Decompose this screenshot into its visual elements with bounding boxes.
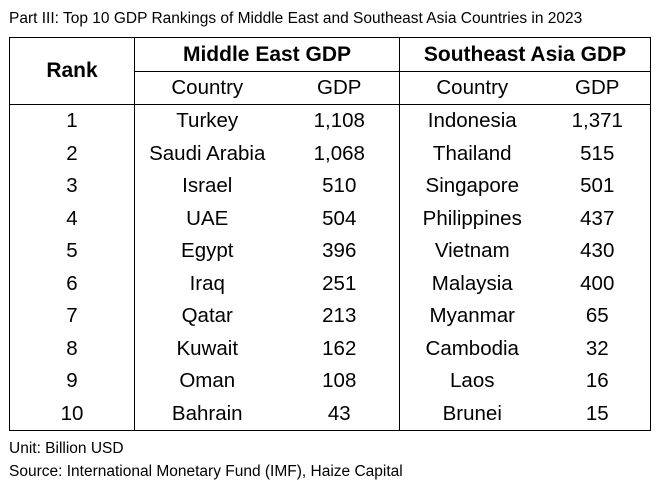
table-row bbox=[10, 235, 651, 268]
sea-gdp-cell: 15 bbox=[545, 398, 651, 431]
middle-east-header: Middle East GDP bbox=[135, 38, 400, 72]
me-country-cell: Egypt bbox=[135, 235, 280, 268]
rank-cell: 8 bbox=[10, 333, 135, 366]
sea-country-cell: Singapore bbox=[400, 170, 545, 203]
sea-gdp-cell: 430 bbox=[545, 235, 651, 268]
southeast-asia-header: Southeast Asia GDP bbox=[400, 38, 651, 72]
rank-cell: 9 bbox=[10, 365, 135, 398]
me-gdp-cell: 1,068 bbox=[280, 138, 400, 171]
rank-cell: 7 bbox=[10, 300, 135, 333]
rank-header: Rank bbox=[10, 38, 135, 105]
sea-country-cell: Myanmar bbox=[400, 300, 545, 333]
table-row bbox=[10, 300, 651, 333]
table-row bbox=[10, 333, 651, 366]
me-gdp-cell: 1,108 bbox=[280, 105, 400, 138]
me-gdp-cell: 108 bbox=[280, 365, 400, 398]
me-country-cell: Kuwait bbox=[135, 333, 280, 366]
me-country-cell: Israel bbox=[135, 170, 280, 203]
me-gdp-cell: 43 bbox=[280, 398, 400, 431]
sea-country-cell: Indonesia bbox=[400, 105, 545, 138]
me-country-header: Country bbox=[135, 72, 280, 105]
sea-country-header: Country bbox=[400, 72, 545, 105]
rank-cell: 6 bbox=[10, 268, 135, 301]
sea-gdp-cell: 1,371 bbox=[545, 105, 651, 138]
me-gdp-cell: 504 bbox=[280, 203, 400, 236]
me-gdp-cell: 510 bbox=[280, 170, 400, 203]
me-gdp-cell: 396 bbox=[280, 235, 400, 268]
sea-gdp-cell: 437 bbox=[545, 203, 651, 236]
rank-cell: 4 bbox=[10, 203, 135, 236]
rank-cell: 3 bbox=[10, 170, 135, 203]
sea-gdp-cell: 501 bbox=[545, 170, 651, 203]
table-title: Part III: Top 10 GDP Rankings of Middle East and Southeast Asia Countries in 2023 bbox=[9, 10, 583, 27]
sea-gdp-cell: 400 bbox=[545, 268, 651, 301]
table-row bbox=[10, 138, 651, 171]
sea-gdp-cell: 65 bbox=[545, 300, 651, 333]
table-row bbox=[10, 203, 651, 236]
unit-note: Unit: Billion USD bbox=[9, 440, 124, 457]
sea-country-cell: Vietnam bbox=[400, 235, 545, 268]
rank-cell: 2 bbox=[10, 138, 135, 171]
me-country-cell: Bahrain bbox=[135, 398, 280, 431]
table-row bbox=[10, 105, 651, 138]
me-country-cell: Saudi Arabia bbox=[135, 138, 280, 171]
rank-cell: 1 bbox=[10, 105, 135, 138]
sea-gdp-cell: 16 bbox=[545, 365, 651, 398]
gdp-ranking-table bbox=[9, 37, 651, 431]
table-row bbox=[10, 398, 651, 431]
source-note: Source: International Monetary Fund (IMF), Haize Capital bbox=[9, 463, 403, 480]
me-gdp-cell: 251 bbox=[280, 268, 400, 301]
me-country-cell: Qatar bbox=[135, 300, 280, 333]
header-row-groups bbox=[10, 38, 651, 72]
rank-cell: 5 bbox=[10, 235, 135, 268]
me-gdp-cell: 213 bbox=[280, 300, 400, 333]
sea-gdp-cell: 32 bbox=[545, 333, 651, 366]
me-gdp-cell: 162 bbox=[280, 333, 400, 366]
rank-cell: 10 bbox=[10, 398, 135, 431]
table-row bbox=[10, 365, 651, 398]
sea-country-cell: Thailand bbox=[400, 138, 545, 171]
sea-gdp-cell: 515 bbox=[545, 138, 651, 171]
me-country-cell: UAE bbox=[135, 203, 280, 236]
sea-gdp-header: GDP bbox=[545, 72, 651, 105]
sea-country-cell: Cambodia bbox=[400, 333, 545, 366]
sea-country-cell: Philippines bbox=[400, 203, 545, 236]
me-country-cell: Oman bbox=[135, 365, 280, 398]
sea-country-cell: Laos bbox=[400, 365, 545, 398]
sea-country-cell: Brunei bbox=[400, 398, 545, 431]
me-country-cell: Iraq bbox=[135, 268, 280, 301]
table-body bbox=[10, 105, 651, 431]
me-country-cell: Turkey bbox=[135, 105, 280, 138]
table-row bbox=[10, 268, 651, 301]
sea-country-cell: Malaysia bbox=[400, 268, 545, 301]
table-row bbox=[10, 170, 651, 203]
me-gdp-header: GDP bbox=[280, 72, 400, 105]
